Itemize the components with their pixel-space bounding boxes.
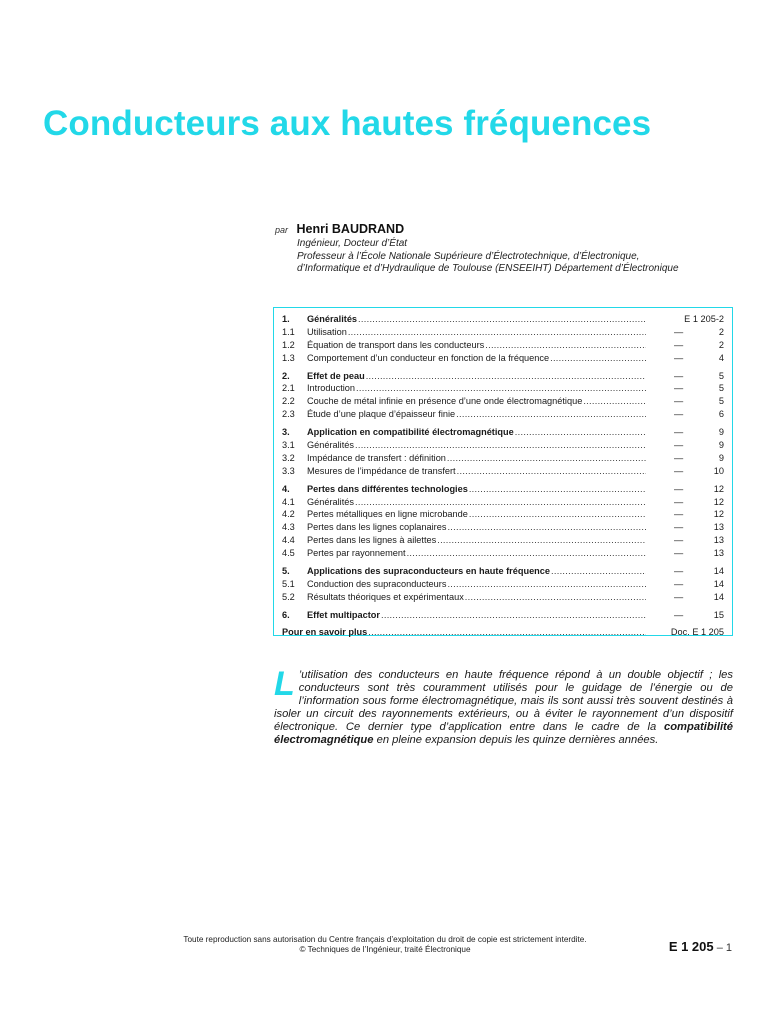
toc-page-number: 14: [713, 591, 724, 602]
toc-page-number: 2: [718, 314, 724, 324]
toc-page-number: 12: [713, 496, 724, 507]
toc-page-number: 6: [718, 409, 724, 420]
toc-number: 5.: [282, 566, 290, 577]
toc-page-number: 12: [713, 483, 724, 494]
toc-entry: [307, 483, 646, 496]
toc-page-number: 13: [713, 535, 724, 546]
toc-leader-dots: [447, 452, 646, 465]
toc-number: 1.3: [282, 352, 295, 363]
toc-number: 6.: [282, 609, 290, 620]
toc-entry: [307, 521, 646, 534]
toc-label: Généralités: [307, 440, 354, 451]
toc-page-ref: [646, 547, 724, 560]
toc-number: 2.2: [282, 396, 295, 407]
author-prefix: par: [275, 225, 289, 235]
toc-leader-dots: [469, 483, 646, 496]
toc-ditto-dash: —: [674, 483, 684, 494]
drop-cap: L: [274, 665, 295, 703]
toc-entry: [307, 547, 646, 560]
toc-number: 3.2: [282, 452, 295, 463]
toc-leader-dots: [550, 352, 646, 365]
toc-subsection-row: [282, 352, 724, 365]
toc-leader-dots: [457, 465, 646, 478]
toc-number: 2.: [282, 370, 290, 381]
toc-entry: [307, 352, 646, 365]
toc-page-ref: [646, 465, 724, 478]
reproduction-notice: Toute reproduction sans autorisation du Centre français d’exploitation du droit de copie est strictement interdite.: [183, 935, 587, 944]
toc-page-ref: [646, 382, 724, 395]
toc-page-number: 14: [713, 566, 724, 577]
toc-ditto-dash: —: [674, 609, 684, 620]
toc-page-ref: [646, 483, 724, 496]
toc-ditto-dash: —: [674, 452, 684, 463]
toc-subsection-row: [282, 439, 724, 452]
toc-ditto-dash: —: [674, 465, 684, 476]
toc-page-ref: [646, 565, 724, 578]
author-affiliation-1: Ingénieur, Docteur d’État: [297, 238, 408, 249]
toc-section-row: [282, 609, 724, 622]
toc-page-ref: [646, 578, 724, 591]
toc-entry: [307, 426, 646, 439]
author-affiliation-3: d’Informatique et d’Hydraulique de Toulouse (ENSEEIHT) Département d’Électronique: [297, 263, 679, 274]
toc-page-ref: [646, 408, 724, 421]
toc-leader-dots: [583, 395, 646, 408]
toc-entry: [307, 326, 646, 339]
toc-label: Effet de peau: [307, 370, 365, 381]
toc-label: Étude d’une plaque d’épaisseur finie: [307, 409, 456, 420]
toc-leader-dots: [447, 521, 646, 534]
toc-number: 4.2: [282, 509, 295, 520]
toc-subsection-row: [282, 508, 724, 521]
toc-page-number: 9: [718, 452, 724, 463]
toc-ditto-dash: —: [674, 496, 684, 507]
toc-leader-dots: [465, 591, 646, 604]
toc-label: Équation de transport dans les conducteurs: [307, 339, 485, 350]
toc-label: Pertes métalliques en ligne microbande: [307, 509, 468, 520]
toc-ditto-dash: —: [674, 326, 684, 337]
toc-leader-dots: [456, 408, 646, 421]
toc-section: [282, 370, 724, 422]
toc-section: [282, 313, 724, 365]
toc-entry: [307, 339, 646, 352]
toc-entry: [307, 591, 646, 604]
toc-entry: [307, 496, 646, 509]
author-affiliation-2: Professeur à l’École Nationale Supérieure d’Électrotechnique, d’Électronique,: [297, 250, 640, 262]
toc-entry: [307, 313, 646, 326]
toc-ditto-dash: —: [674, 566, 684, 577]
toc-number: 3.: [282, 427, 290, 438]
toc-number: 4.: [282, 483, 290, 494]
toc-ditto-dash: —: [674, 396, 684, 407]
toc-page-number: 5: [718, 383, 724, 394]
toc-section-row: [282, 370, 724, 383]
toc-page-ref: [646, 609, 724, 622]
toc-subsection-row: [282, 465, 724, 478]
toc-subsection-row: [282, 452, 724, 465]
toc-ditto-dash: —: [674, 591, 684, 602]
toc-page-number: 10: [713, 465, 724, 476]
toc-label: Effet multipactor: [307, 609, 380, 620]
toc-label: Applications des supraconducteurs en haute fréquence: [307, 566, 551, 577]
toc-page-ref: [646, 313, 724, 326]
document-code: E 1 205: [668, 939, 714, 954]
toc-entry: [307, 370, 646, 383]
page-number: – 1: [713, 942, 732, 954]
toc-leader-dots: [551, 565, 646, 578]
toc-page-number: 4: [718, 352, 724, 363]
toc-ditto-dash: —: [674, 370, 684, 381]
toc-page-ref: [646, 395, 724, 408]
toc-page-number: 5: [718, 396, 724, 407]
toc-subsection-row: [282, 339, 724, 352]
toc-label: Impédance de transfert : définition: [307, 452, 446, 463]
toc-entry: [307, 408, 646, 421]
toc-label: Pertes dans les lignes à ailettes: [307, 535, 437, 546]
toc-ditto-dash: —: [674, 409, 684, 420]
toc-ditto-dash: —: [674, 352, 684, 363]
toc-section-row: [282, 483, 724, 496]
toc-number: 5.2: [282, 591, 295, 602]
toc-leader-dots: [358, 313, 646, 326]
toc-bibliography-ref: Doc. E 1 205: [670, 626, 724, 637]
author-block: [275, 221, 745, 276]
toc-ditto-dash: —: [674, 427, 684, 438]
page-title: Conducteurs aux hautes fréquences: [43, 104, 652, 143]
toc-leader-dots: [447, 578, 646, 591]
toc-page-ref: [646, 352, 724, 365]
toc-page-ref: [646, 508, 724, 521]
toc-page-number: 9: [718, 427, 724, 438]
toc-number: 1.2: [282, 339, 295, 350]
toc-label: Comportement d’un conducteur en fonction de la fréquence: [307, 352, 550, 363]
toc-section-row: [282, 426, 724, 439]
toc-page-number: 15: [713, 609, 724, 620]
toc-leader-dots: [437, 534, 646, 547]
toc-number: 4.5: [282, 548, 295, 559]
toc-label: Application en compatibilité électromagnétique: [307, 427, 514, 438]
toc-section-row: [282, 565, 724, 578]
toc-doc-code: E 1 205: [684, 314, 716, 324]
toc-leader-dots: [469, 508, 646, 521]
toc-page-number: 13: [713, 548, 724, 559]
toc-number: 3.3: [282, 465, 295, 476]
toc-ditto-dash: —: [674, 339, 684, 350]
toc-leader-dots: [348, 326, 646, 339]
toc-label: Conduction des supraconducteurs: [307, 578, 447, 589]
toc-label: Utilisation: [307, 326, 347, 337]
toc-entry: [307, 439, 646, 452]
toc-ditto-dash: —: [674, 522, 684, 533]
toc-entry: [307, 508, 646, 521]
toc-subsection-row: [282, 326, 724, 339]
toc-entry: [307, 465, 646, 478]
toc-section: [282, 426, 724, 478]
toc-leader-dots: [355, 439, 646, 452]
toc-number: 2.3: [282, 409, 295, 420]
toc-subsection-row: [282, 578, 724, 591]
toc-entry: [307, 534, 646, 547]
toc-bibliography-label: Pour en savoir plus: [282, 626, 368, 637]
table-of-contents: [273, 307, 733, 636]
toc-page-ref: [646, 521, 724, 534]
toc-page-number: 12: [713, 509, 724, 520]
toc-separator: -: [715, 314, 719, 324]
author-line: [275, 221, 745, 238]
toc-page-ref: [646, 439, 724, 452]
toc-subsection-row: [282, 547, 724, 560]
toc-entry: [282, 626, 646, 639]
toc-section: [282, 565, 724, 604]
toc-label: Généralités: [307, 496, 354, 507]
toc-leader-dots: [356, 382, 646, 395]
toc-subsection-row: [282, 395, 724, 408]
intro-emphasis: compatibilité électromagnétique: [274, 721, 733, 747]
toc-ditto-dash: —: [674, 383, 684, 394]
toc-label: Couche de métal infinie en présence d’une onde électromagnétique: [307, 396, 583, 407]
toc-entry: [307, 395, 646, 408]
toc-page-ref: [646, 452, 724, 465]
toc-subsection-row: [282, 496, 724, 509]
toc-page-number: 14: [713, 578, 724, 589]
toc-page-number: 13: [713, 522, 724, 533]
toc-page-ref: [646, 496, 724, 509]
toc-number: 5.1: [282, 578, 295, 589]
toc-section-row: [282, 313, 724, 326]
toc-leader-dots: [366, 370, 646, 383]
toc-page-ref: [646, 591, 724, 604]
toc-ditto-dash: —: [674, 440, 684, 451]
toc-number: 4.1: [282, 496, 295, 507]
toc-number: 1.: [282, 314, 290, 324]
author-name: Henri BAUDRAND: [296, 222, 405, 236]
toc-leader-dots: [381, 609, 646, 622]
toc-leader-dots: [355, 496, 646, 509]
toc-label: Pertes dans les lignes coplanaires: [307, 522, 447, 533]
toc-page-ref: [646, 339, 724, 352]
toc-page-ref: [646, 426, 724, 439]
introduction-paragraph: [274, 665, 733, 748]
toc-section: [282, 609, 724, 622]
toc-subsection-row: [282, 534, 724, 547]
toc-number: 4.4: [282, 535, 295, 546]
toc-label: Pertes par rayonnement: [307, 548, 406, 559]
toc-subsection-row: [282, 382, 724, 395]
toc-leader-dots: [407, 547, 646, 560]
toc-section: [282, 483, 724, 560]
intro-text-end: en pleine expansion depuis les quinze dernières années.: [373, 734, 659, 747]
toc-entry: [307, 609, 646, 622]
toc-page-number: 9: [718, 440, 724, 451]
toc-number: 1.1: [282, 326, 295, 337]
toc-label: Généralités: [307, 314, 358, 324]
toc-ditto-dash: —: [674, 548, 684, 559]
toc-label: Résultats théoriques et expérimentaux: [307, 591, 464, 602]
toc-subsection-row: [282, 521, 724, 534]
toc-entry: [307, 578, 646, 591]
toc-leader-dots: [485, 339, 646, 352]
toc-subsection-row: [282, 408, 724, 421]
toc-page-number: 5: [718, 370, 724, 381]
toc-number: 3.1: [282, 440, 295, 451]
toc-number: 4.3: [282, 522, 295, 533]
toc-page-ref: [646, 534, 724, 547]
toc-number: 2.1: [282, 383, 295, 394]
toc-page-number: 2: [718, 339, 724, 350]
toc-subsection-row: [282, 591, 724, 604]
intro-text: ’utilisation des conducteurs en haute fréquence répond à un double objectif ; les conducteurs sont très couramment utilisés pour le guidage de l’énergie ou de l’information sous forme électromagnétique, mais ils sont aussi très souvent destinés à isoler un circuit des rayonnements extérieurs, ou à éviter le rayonnement d’un dispositif électronique. Ce dernier type d’application entre dans le cadre de la: [274, 669, 733, 734]
toc-entry: [307, 452, 646, 465]
toc-leader-dots: [515, 426, 646, 439]
toc-page-ref: [646, 326, 724, 339]
toc-page-number: 2: [718, 326, 724, 337]
toc-ditto-dash: —: [674, 509, 684, 520]
toc-ditto-dash: —: [674, 578, 684, 589]
toc-entry: [307, 382, 646, 395]
page-folio: [669, 938, 732, 956]
footer-notice: [130, 935, 640, 955]
toc-ditto-dash: —: [674, 535, 684, 546]
toc-bibliography-row: [282, 626, 724, 639]
copyright-notice: © Techniques de l’Ingénieur, traité Électronique: [299, 944, 471, 954]
toc-label: Mesures de l’impédance de transfert: [307, 465, 456, 476]
toc-entry: [307, 565, 646, 578]
toc-page-ref: [646, 370, 724, 383]
toc-label: Introduction: [307, 383, 356, 394]
toc-leader-dots: [368, 626, 646, 639]
toc-label: Pertes dans différentes technologies: [307, 483, 468, 494]
